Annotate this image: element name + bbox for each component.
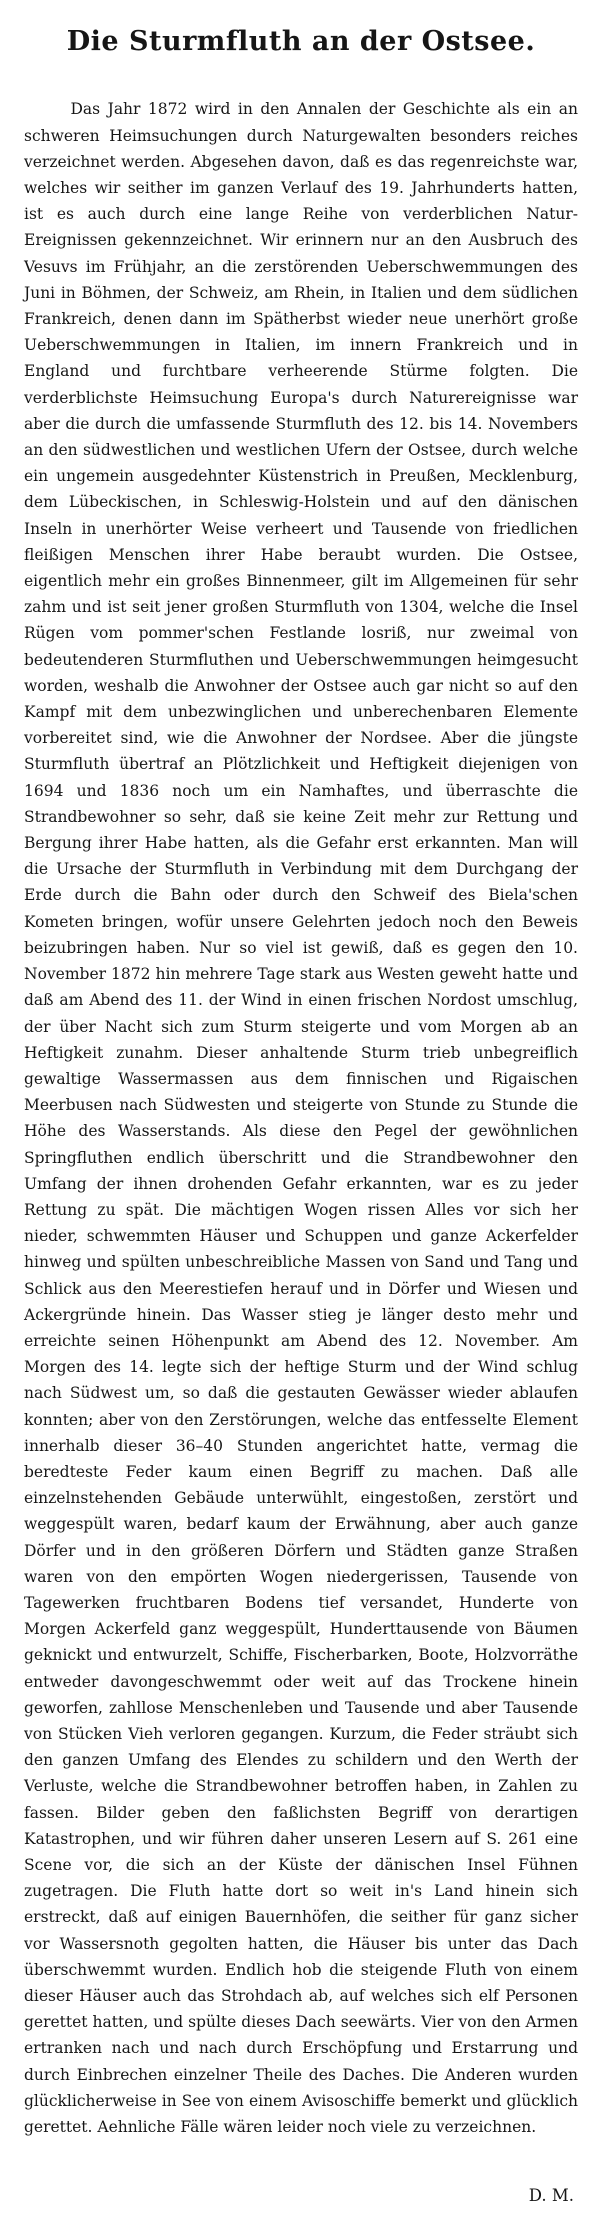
- article-title: Die Sturmfluth an der Ostsee.: [66, 26, 536, 57]
- author-signature: D. M.: [528, 2186, 574, 2205]
- article-body: Das Jahr 1872 wird in den Annalen der Geschichte als ein an schweren Heimsuchungen durch Naturgewalten besonders reiches verzeichnet werden. Abgesehen davon, daß es das regenreichste war, welches wir seither im ganzen Verlauf des 19. Jahrhunderts hatten, ist es auch durch eine lange Reihe von verderblichen Natur-Ereignissen gekennzeichnet. Wir erinnern nur an den Ausbruch des Vesuvs im Frühjahr, an die zerstörenden Ueberschwemmungen des Juni in Böhmen, der Schweiz, am Rhein, in Italien und dem südlichen Frankreich, denen dann im Spätherbst wieder neue unerhört große Ueberschwemmungen in Italien, im innern Frankreich und in England und furchtbare verheerende Stürme folgten. Die verderblichste Heimsuchung Europa's durch Naturereignisse war aber die durch die umfassende Sturmfluth des 12. bis 14. Novembers an den südwestlichen und westlichen Ufern der Ostsee, durch welche ein ungemein ausgedehnter Küstenstrich in Preußen, Mecklenburg, dem Lübeckischen, in Schleswig-Holstein und auf den dänischen Inseln in unerhörter Weise verheert und Tausende von friedlichen fleißigen Menschen ihrer Habe beraubt wurden. Die Ostsee, eigentlich mehr ein großes Binnenmeer, gilt im Allgemeinen für sehr zahm und ist seit jener großen Sturmfluth von 1304, welche die Insel Rügen vom pommer'schen Festlande losriß, nur zweimal von bedeutenderen Sturmfluthen und Ueberschwemmungen heimgesucht worden, weshalb die Anwohner der Ostsee auch gar nicht so auf den Kampf mit dem unbezwinglichen und unberechenbaren Elemente vorbereitet sind, wie die Anwohner der Nordsee. Aber die jüngste Sturmfluth übertraf an Plötzlichkeit und Heftigkeit diejenigen von 1694 und 1836 noch um ein Namhaftes, und überraschte die Strandbewohner so sehr, daß sie keine Zeit mehr zur Rettung und Bergung ihrer Habe hatten, als die Gefahr erst erkannten. Man will die Ursache der Sturmfluth in Verbindung mit dem Durchgang der Erde durch die Bahn oder durch den Schweif des Biela'schen Kometen bringen, wofür unsere Gelehrten jedoch noch den Beweis beizubringen haben. Nur so viel ist gewiß, daß es gegen den 10. November 1872 hin mehrere Tage stark aus Westen geweht hatte und daß am Abend des 11. der Wind in einen frischen Nordost umschlug, der über Nacht sich zum Sturm steigerte und vom Morgen ab an Heftigkeit zunahm. Dieser anhaltende Sturm trieb unbegreiflich gewaltige Wassermassen aus dem finnischen und Rigaischen Meerbusen nach Südwesten und steigerte von Stunde zu Stunde die Höhe des Wasserstands. Als diese den Pegel der gewöhnlichen Springfluthen endlich überschritt und die Strandbewohner den Umfang der ihnen drohenden Gefahr erkannten, war es zu jeder Rettung zu spät. Die mächtigen Wogen rissen Alles vor sich her nieder, schwemmten Häuser und Schuppen und ganze Ackerfelder hinweg und spülten unbeschreibliche Massen von Sand und Tang und Schlick aus den Meerestiefen herauf und in Dörfer und Wiesen und Ackergründe hinein. Das Wasser stieg je länger desto mehr und erreichte seinen Höhenpunkt am Abend des 12. November. Am Morgen des 14. legte sich der heftige Sturm und der Wind schlug nach Südwest um, so daß die gestauten Gewässer wieder ablaufen konnten; aber von den Zerstörungen, welche das entfesselte Element innerhalb dieser 36–40 Stunden angerichtet hatte, vermag die beredteste Feder kaum einen Begriff zu machen. Daß alle einzelnstehenden Gebäude unterwühlt, eingestoßen, zerstört und weggespült waren, bedarf kaum der Erwähnung, aber auch ganze Dörfer und in den größeren Dörfern und Städten ganze Straßen waren von den empörten Wogen niedergerissen, Tausende von Tagewerken fruchtbaren Bodens tief versandet, Hunderte von Morgen Ackerfeld ganz weggespült, Hunderttausende von Bäumen geknickt und entwurzelt, Schiffe, Fischerbarken, Boote, Holzvorräthe entweder davongeschwemmt oder weit auf das Trockene hinein geworfen, zahllose Menschenleben und Tausende und aber Tausende von Stücken Vieh verloren gegangen. Kurzum, die Feder sträubt sich den ganzen Umfang des Elendes zu schildern und den Werth der Verluste, welche die Strandbewohner betroffen haben, in Zahlen zu fassen. Bilder geben den faßlichsten Begriff von derartigen Katastrophen, und wir führen daher unseren Lesern auf S. 261 eine Scene vor, die sich an der Küste der dänischen Insel Fühnen zugetragen. Die Fluth hatte dort so weit in's Land hinein sich erstreckt, daß auf einigen Bauernhöfen, die seither für ganz sicher vor Wassersnoth gegolten hatten, die Häuser bis unter das Dach überschwemmt wurden. Endlich hob die steigende Fluth von einem dieser Häuser auch das Strohdach ab, auf welches sich elf Personen gerettet hatten, und spülte dieses Dach seewärts. Vier von den Armen ertranken nach und nach durch Erschöpfung und Erstarrung und durch Einbrechen einzelner Theile des Daches. Die Anderen wurden glücklicherweise in See von einem Avisoschiffe bemerkt und glücklich gerettet. Aehnliche Fälle wären leider noch viele zu verzeichnen.: [24, 100, 578, 2137]
